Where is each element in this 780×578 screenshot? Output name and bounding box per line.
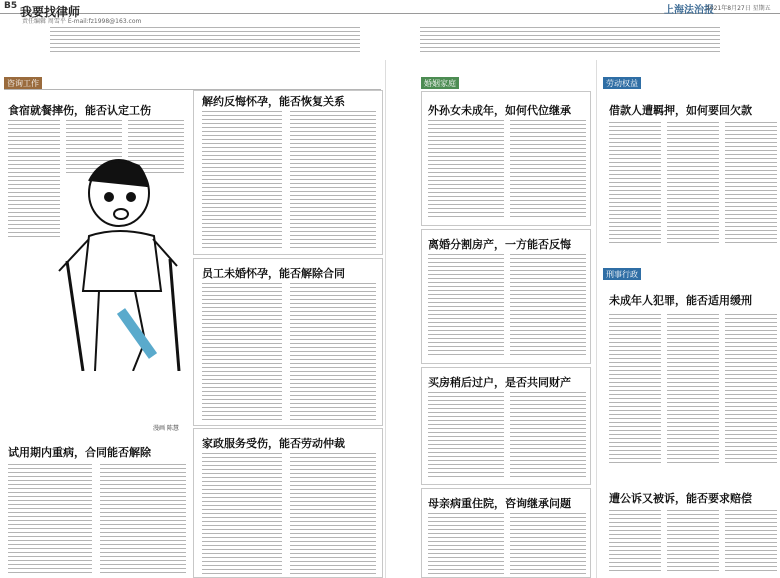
article-title: 离婚分割房产，一方能否反悔 [428,238,571,251]
article-a2 [193,90,383,255]
article-a7 [421,229,591,364]
article-body [725,122,777,244]
article-body [428,254,504,358]
article-body [510,254,586,358]
page-number: B5 [4,1,18,11]
article-body [428,513,504,575]
article-title: 买房稍后过户，是否共同财产 [428,376,571,389]
article-title: 遭公诉又被诉，能否要求赔偿 [609,492,752,505]
article-a1 [4,90,187,145]
article-title: 试用期内重病，合同能否解除 [8,446,151,459]
article-title: 外孙女未成年，如何代位继承 [428,104,571,117]
article-a4 [193,428,383,578]
editor-line: 责任编辑 周雪平 E-mail:fz1998@163.com [22,18,142,25]
article-body [725,314,777,464]
article-body [202,111,282,249]
article-a11 [603,282,778,482]
article-title: 食宿就餐摔伤，能否认定工伤 [8,104,151,117]
article-body [100,464,186,574]
article-body [667,510,719,574]
masthead [0,0,780,19]
newspaper-name: 上海法治报 [664,5,714,16]
column-divider [596,60,597,578]
intro-text-left [50,27,360,53]
article-a3 [193,258,383,426]
article-body [290,283,376,421]
article-body [510,513,586,575]
article-body [609,510,661,574]
section-label-right-mid: 刑事行政 [603,268,641,280]
section-label-left: 咨询工作 [4,77,42,89]
article-body [609,122,661,244]
article-body [290,111,376,249]
illustration-credit: 漫画 陈慧 [153,425,179,432]
article-body [202,283,282,421]
article-title: 解约反悔怀孕，能否恢复关系 [202,95,345,108]
article-a12 [603,484,778,578]
article-body [510,120,586,220]
article-body [667,314,719,464]
article-a5 [4,440,190,578]
article-body [202,453,282,575]
article-body [8,464,92,574]
article-body [510,392,586,480]
column-divider [385,60,386,578]
article-body [667,122,719,244]
article-title: 未成年人犯罪，能否适用缓刑 [609,294,752,307]
article-body [609,314,661,464]
issue-date: 2021年8月27日 星期五 [706,5,771,12]
article-title: 母亲病重住院，咨询继承问题 [428,497,571,510]
article-body [290,453,376,575]
article-body [725,510,777,574]
article-a10 [603,92,778,264]
article-a6 [421,91,591,226]
injured-man-illustration [49,141,189,371]
section-label-right-top: 劳动权益 [603,77,641,89]
article-body [428,120,504,220]
section-label-middle: 婚姻家庭 [421,77,459,89]
article-title: 借款人遭羁押，如何要回欠款 [609,104,752,117]
article-title: 家政服务受伤，能否劳动仲裁 [202,437,345,450]
article-a9 [421,488,591,578]
article-body [428,392,504,480]
article-a8 [421,367,591,485]
page-headline: 我要找律师 [20,5,81,19]
article-title: 员工未婚怀孕，能否解除合同 [202,267,345,280]
intro-text-right [420,27,720,53]
